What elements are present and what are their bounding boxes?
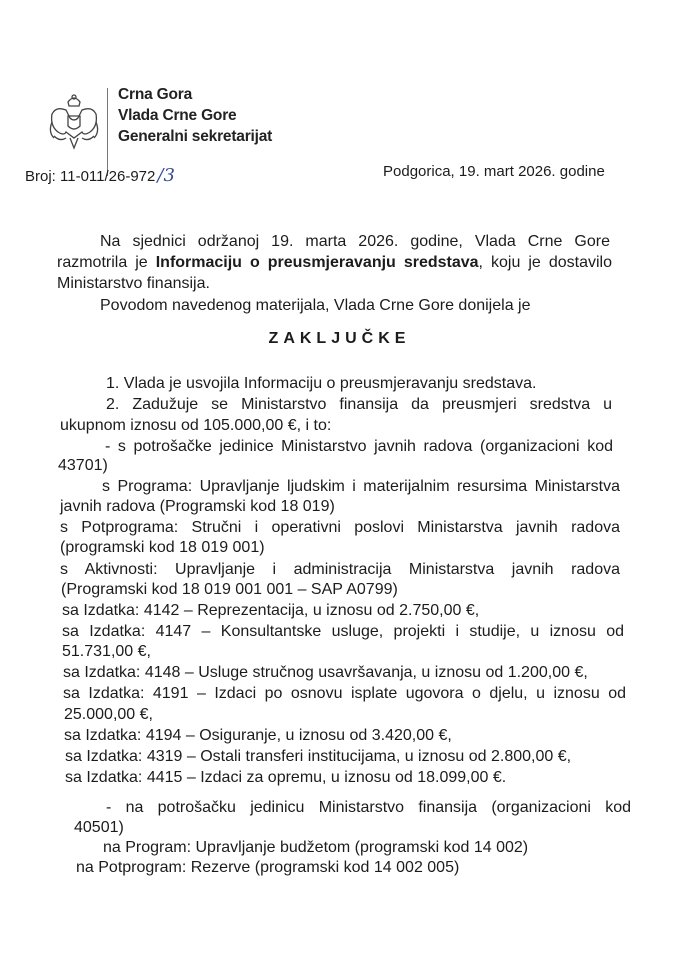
expense-line: 51.731,00 €,	[62, 643, 151, 660]
header-country: Crna Gora	[118, 86, 192, 103]
coat-of-arms-logo	[46, 92, 102, 154]
expense-line: sa Izdatka: 4319 – Ostali transferi institucijama, u iznosu od 2.800,00 €,	[65, 748, 572, 765]
body-line: 43701)	[58, 457, 108, 474]
document-number	[25, 166, 175, 187]
body-line: javnih radova (Programski kod 18 019)	[60, 498, 335, 515]
body-line: s Potprograma: Stručni i operativni poslovi Ministarstva javnih radova	[60, 519, 620, 536]
body-line: s Aktivnosti: Upravljanje i administracija Ministarstva javnih radova	[60, 561, 620, 578]
body-line: (Programski kod 18 019 001 001 – SAP A0799)	[61, 581, 398, 598]
expense-line: sa Izdatka: 4142 – Reprezentacija, u iznosu od 2.750,00 €,	[62, 602, 480, 619]
intro-bold-title: Informaciju o preusmjeravanju sredstava	[155, 254, 479, 271]
expense-line: sa Izdatka: 4147 – Konsultantske usluge, projekti i studije, u iznosu od	[62, 623, 624, 640]
expense-line: sa Izdatka: 4148 – Usluge stručnog usavršavanja, u iznosu od 1.200,00 €,	[63, 664, 588, 681]
intro-text: , koju je dostavilo	[478, 254, 612, 271]
intro-line-1: Na sjednici održanoj 19. marta 2026. godine, Vlada Crne Gore	[100, 233, 610, 250]
intro-line-2	[57, 253, 612, 273]
header-government: Vlada Crne Gore	[118, 107, 237, 124]
header-divider	[107, 88, 108, 176]
intro-line-3: Ministarstvo finansija.	[57, 275, 210, 292]
body-line: na Potprogram: Rezerve (programski kod 14 002 005)	[76, 859, 460, 876]
place-date: Podgorica, 19. mart 2026. godine	[383, 163, 605, 180]
document-number-text: Broj: 11-011/26-972	[25, 168, 156, 185]
intro-text: razmotrila je	[57, 254, 156, 271]
body-line: 40501)	[74, 819, 124, 836]
expense-line: sa Izdatka: 4194 – Osiguranje, u iznosu od 3.420,00 €,	[64, 727, 452, 744]
body-line: ukupnom iznosu od 105.000,00 €, i to:	[60, 417, 332, 434]
body-line: na Program: Upravljanje budžetom (programski kod 14 002)	[103, 839, 529, 856]
header-office: Generalni sekretarijat	[118, 128, 273, 145]
body-line: (programski kod 18 019 001)	[60, 539, 265, 556]
intro-line-4: Povodom navedenog materijala, Vlada Crne Gore donijela je	[100, 297, 531, 314]
handwritten-suffix: /3	[157, 165, 175, 186]
expense-line: 25.000,00 €,	[64, 706, 153, 723]
body-line: - na potrošačku jedinicu Ministarstvo finansija (organizacioni kod	[106, 799, 631, 816]
conclusions-title: ZAKLJUČKE	[268, 330, 411, 347]
conclusion-2: 2. Zadužuje se Ministarstvo finansija da preusmjeri sredstva u	[106, 396, 612, 413]
conclusion-1: 1. Vlada je usvojila Informaciju o preusmjeravanju sredstava.	[106, 375, 537, 392]
body-line: s Programa: Upravljanje ljudskim i materijalnim resursima Ministarstva	[102, 478, 620, 495]
expense-line: sa Izdatka: 4415 – Izdaci za opremu, u iznosu od 18.099,00 €.	[65, 769, 507, 786]
body-line: - s potrošačke jedinice Ministarstvo javnih radova (organizacioni kod	[105, 438, 613, 455]
expense-line: sa Izdatka: 4191 – Izdaci po osnovu isplate ugovora o djelu, u iznosu od	[63, 685, 626, 702]
